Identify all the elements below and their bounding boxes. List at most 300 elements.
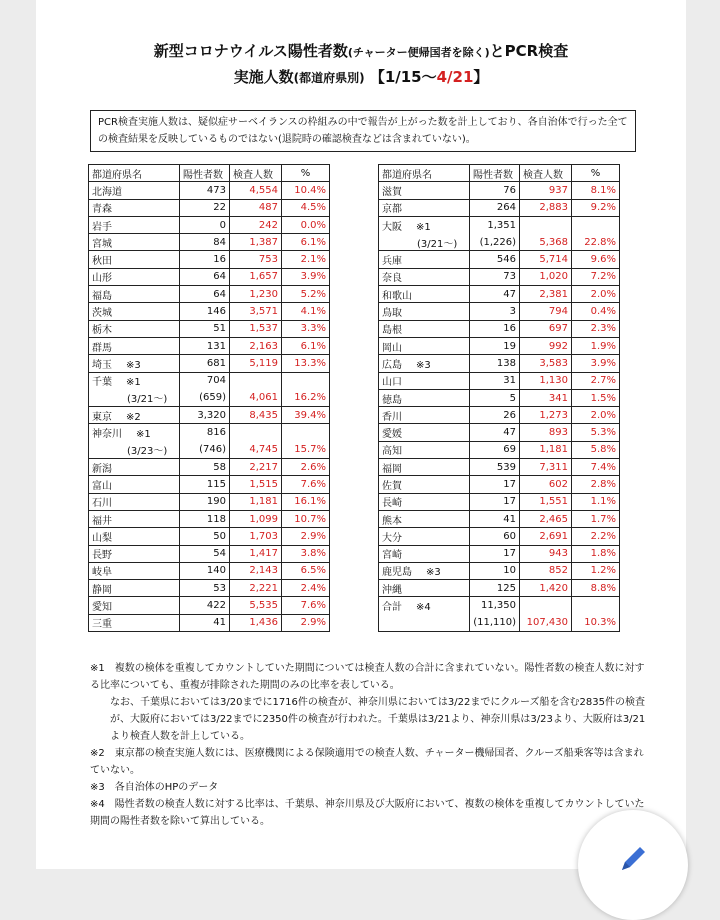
table-header-row	[379, 165, 620, 182]
prefecture-name	[89, 562, 180, 579]
positive-rate: 5.3%	[572, 424, 620, 441]
table-row	[379, 389, 620, 406]
positive-rate: 6.5%	[282, 562, 330, 579]
positive-count: 816	[180, 424, 230, 441]
table-row	[89, 493, 330, 510]
table-row	[379, 562, 620, 579]
positive-count: 58	[180, 459, 230, 476]
prefecture-name	[379, 545, 470, 562]
test-count: 2,221	[230, 580, 282, 597]
test-count: 5,119	[230, 355, 282, 372]
prefecture-label: 群馬	[92, 342, 112, 354]
positive-count: 473	[180, 182, 230, 199]
test-count: 2,883	[520, 199, 572, 216]
pencil-icon	[616, 842, 650, 876]
prefecture-name	[89, 510, 180, 527]
table-row	[379, 424, 620, 441]
table-row	[379, 216, 620, 233]
positive-rate: 0.4%	[572, 303, 620, 320]
positive-count-deduped: (659)	[180, 389, 230, 406]
prefecture-name	[379, 528, 470, 545]
positive-count: 26	[470, 407, 520, 424]
prefecture-name	[89, 580, 180, 597]
prefecture-name	[89, 268, 180, 285]
positive-count: 17	[470, 545, 520, 562]
positive-count: 681	[180, 355, 230, 372]
test-count: 1,657	[230, 268, 282, 285]
test-count: 5,714	[520, 251, 572, 268]
prefecture-name	[379, 303, 470, 320]
table-row	[379, 528, 620, 545]
period-label	[379, 614, 470, 631]
prefecture-name	[89, 182, 180, 199]
header-tests: 検査人数	[230, 165, 282, 182]
table-row	[379, 303, 620, 320]
positive-count: 53	[180, 580, 230, 597]
table-row	[379, 407, 620, 424]
footnote-4: ※4 陽性者数の検査人数に対する比率は、千葉県、神奈川県及び大阪府において、複数の検体を重複してカウントしていた期間の陽性者数を除いて算出している。	[90, 799, 645, 827]
prefecture-name	[379, 441, 470, 458]
prefecture-name	[379, 199, 470, 216]
prefecture-label: 広島	[382, 359, 402, 371]
table-row	[379, 286, 620, 303]
prefecture-label: 和歌山	[382, 290, 412, 302]
table-row	[379, 355, 620, 372]
positive-count: 146	[180, 303, 230, 320]
positive-count: 264	[470, 199, 520, 216]
prefecture-label: 大阪	[382, 221, 402, 233]
prefecture-name	[89, 286, 180, 303]
positive-rate: 15.7%	[282, 441, 330, 458]
positive-rate: 9.2%	[572, 199, 620, 216]
test-count: 1,230	[230, 286, 282, 303]
positive-count: 422	[180, 597, 230, 614]
prefecture-label: 長崎	[382, 498, 402, 510]
table-sub-row	[379, 234, 620, 251]
prefecture-label: 鹿児島	[382, 567, 412, 579]
prefecture-label: 新潟	[92, 463, 112, 475]
note-mark: ※3	[416, 359, 431, 371]
positive-count: 125	[470, 580, 520, 597]
positive-rate: 3.9%	[282, 268, 330, 285]
footnotes	[90, 660, 650, 830]
positive-count: 115	[180, 476, 230, 493]
positive-rate: 7.6%	[282, 476, 330, 493]
table-row	[89, 234, 330, 251]
positive-rate: 2.8%	[572, 476, 620, 493]
positive-rate	[282, 372, 330, 389]
table-row	[379, 510, 620, 527]
test-count: 5,368	[520, 234, 572, 251]
positive-rate: 2.0%	[572, 286, 620, 303]
prefecture-name	[89, 407, 180, 424]
table-row	[379, 372, 620, 389]
edit-fab-button[interactable]	[578, 810, 688, 920]
prefecture-label: 奈良	[382, 273, 402, 285]
prefecture-name	[379, 407, 470, 424]
prefecture-name	[379, 459, 470, 476]
table-row	[89, 251, 330, 268]
prefecture-name	[89, 216, 180, 233]
header-name: 都道府県名	[89, 165, 180, 182]
title-line-1: 新型コロナウイルス陽性者数(チャーター便帰国者を除く)とPCR検査	[153, 42, 569, 60]
positive-rate: 16.2%	[282, 389, 330, 406]
test-count: 2,143	[230, 562, 282, 579]
prefecture-label: 香川	[382, 411, 402, 423]
test-count: 1,020	[520, 268, 572, 285]
test-count: 937	[520, 182, 572, 199]
prefecture-name	[89, 199, 180, 216]
positive-rate	[572, 216, 620, 233]
test-count: 697	[520, 320, 572, 337]
note-mark: ※1	[126, 377, 141, 389]
document-page	[36, 0, 686, 869]
table-row	[89, 320, 330, 337]
positive-count: 118	[180, 510, 230, 527]
note-mark: ※4	[416, 602, 431, 614]
positive-rate: 1.1%	[572, 493, 620, 510]
test-count: 1,273	[520, 407, 572, 424]
prefecture-name	[379, 251, 470, 268]
table-row	[89, 528, 330, 545]
footnote-3: ※3 各自治体のHPのデータ	[90, 782, 219, 793]
table-row	[89, 459, 330, 476]
positive-count: 41	[470, 510, 520, 527]
test-count: 7,311	[520, 459, 572, 476]
test-count: 1,515	[230, 476, 282, 493]
test-count: 1,436	[230, 614, 282, 631]
positive-count: 1,351	[470, 216, 520, 233]
prefecture-label: 千葉	[92, 377, 112, 389]
prefecture-label: 山口	[382, 377, 402, 389]
left-prefecture-table	[88, 164, 330, 632]
prefecture-name	[89, 234, 180, 251]
footnote-1: ※1 複数の検体を重複してカウントしていた期間については検査人数の合計に含まれていない。陽性者数の検査人数に対する比率についても、重複が排除された期間のみの比率を表している。	[90, 663, 645, 691]
positive-rate: 1.2%	[572, 562, 620, 579]
prefecture-label: 愛媛	[382, 429, 402, 441]
test-count	[230, 424, 282, 441]
positive-count: 539	[470, 459, 520, 476]
prefecture-label: 岩手	[92, 221, 112, 233]
prefecture-label: 石川	[92, 498, 112, 510]
note-mark: ※1	[416, 221, 431, 233]
test-count: 602	[520, 476, 572, 493]
test-count: 3,571	[230, 303, 282, 320]
prefecture-label: 宮崎	[382, 550, 402, 562]
test-count: 852	[520, 562, 572, 579]
table-header-row	[89, 165, 330, 182]
table-row	[89, 199, 330, 216]
title-date: 4/21	[436, 68, 474, 86]
positive-count: 16	[180, 251, 230, 268]
positive-rate: 2.2%	[572, 528, 620, 545]
test-count: 2,163	[230, 337, 282, 354]
table-row	[379, 251, 620, 268]
prefecture-name	[89, 303, 180, 320]
note-mark: ※3	[126, 359, 141, 371]
prefecture-label: 埼玉	[92, 359, 112, 371]
positive-rate: 1.8%	[572, 545, 620, 562]
prefecture-label: 静岡	[92, 584, 112, 596]
prefecture-label: 高知	[382, 446, 402, 458]
table-row	[89, 562, 330, 579]
positive-count: 64	[180, 286, 230, 303]
test-count: 487	[230, 199, 282, 216]
prefecture-label: 山形	[92, 273, 112, 285]
positive-rate: 4.5%	[282, 199, 330, 216]
positive-rate: 7.2%	[572, 268, 620, 285]
table-row	[89, 303, 330, 320]
positive-count: 51	[180, 320, 230, 337]
table-row	[379, 476, 620, 493]
positive-rate: 1.9%	[572, 337, 620, 354]
table-row	[379, 459, 620, 476]
positive-rate: 10.7%	[282, 510, 330, 527]
table-row	[89, 614, 330, 631]
positive-rate: 16.1%	[282, 493, 330, 510]
positive-rate: 8.1%	[572, 182, 620, 199]
positive-count-deduped: (1,226)	[470, 234, 520, 251]
positive-count: 60	[470, 528, 520, 545]
positive-rate	[572, 597, 620, 614]
prefecture-name	[379, 268, 470, 285]
note-mark: ※2	[126, 411, 141, 423]
test-count: 1,551	[520, 493, 572, 510]
right-prefecture-table	[378, 164, 620, 632]
test-count: 2,691	[520, 528, 572, 545]
prefecture-name	[379, 424, 470, 441]
prefecture-label: 熊本	[382, 515, 402, 527]
prefecture-label: 長野	[92, 550, 112, 562]
positive-rate: 13.3%	[282, 355, 330, 372]
table-row	[89, 424, 330, 441]
positive-count: 5	[470, 389, 520, 406]
period-label: (3/23〜)	[89, 441, 180, 458]
prefecture-name	[379, 286, 470, 303]
positive-count: 17	[470, 493, 520, 510]
table-row	[89, 372, 330, 389]
prefecture-name	[379, 337, 470, 354]
table-sub-row	[89, 441, 330, 458]
prefecture-label: 岐阜	[92, 567, 112, 579]
prefecture-name	[379, 182, 470, 199]
positive-count: 140	[180, 562, 230, 579]
positive-count: 190	[180, 493, 230, 510]
table-row	[379, 493, 620, 510]
table-row	[89, 268, 330, 285]
prefecture-label: 青森	[92, 204, 112, 216]
test-count: 107,430	[520, 614, 572, 631]
prefecture-name	[379, 510, 470, 527]
test-count	[520, 597, 572, 614]
prefecture-name	[89, 545, 180, 562]
prefecture-name	[89, 528, 180, 545]
test-count: 1,417	[230, 545, 282, 562]
table-row	[379, 597, 620, 614]
prefecture-name	[89, 614, 180, 631]
positive-count: 19	[470, 337, 520, 354]
prefecture-label: 沖縄	[382, 584, 402, 596]
positive-count-deduped: (11,110)	[470, 614, 520, 631]
header-pct: %	[282, 165, 330, 182]
prefecture-name	[379, 372, 470, 389]
positive-count: 3	[470, 303, 520, 320]
test-count: 992	[520, 337, 572, 354]
test-count: 4,554	[230, 182, 282, 199]
footnote-2: ※2 東京都の検査実施人数には、医療機関による保険適用での検査人数、チャーター機帰国者、クルーズ船乗客等は含まれていない。	[90, 748, 644, 776]
positive-count: 64	[180, 268, 230, 285]
test-count: 2,465	[520, 510, 572, 527]
positive-count: 11,350	[470, 597, 520, 614]
prefecture-name	[89, 372, 180, 389]
test-count: 242	[230, 216, 282, 233]
positive-rate: 6.1%	[282, 234, 330, 251]
prefecture-label: 山梨	[92, 532, 112, 544]
positive-rate: 9.6%	[572, 251, 620, 268]
test-count: 1,537	[230, 320, 282, 337]
positive-count: 69	[470, 441, 520, 458]
positive-rate: 3.3%	[282, 320, 330, 337]
prefecture-name	[89, 459, 180, 476]
positive-count: 131	[180, 337, 230, 354]
prefecture-label: 岡山	[382, 342, 402, 354]
positive-count: 17	[470, 476, 520, 493]
header-positive: 陽性者数	[180, 165, 230, 182]
positive-rate: 7.6%	[282, 597, 330, 614]
prefecture-label: 三重	[92, 619, 112, 631]
positive-count: 50	[180, 528, 230, 545]
positive-rate: 4.1%	[282, 303, 330, 320]
prefecture-name	[379, 580, 470, 597]
prefecture-label: 合計	[382, 602, 402, 614]
table-sub-row	[89, 389, 330, 406]
prefecture-label: 愛知	[92, 602, 112, 614]
prefecture-label: 福岡	[382, 463, 402, 475]
header-positive: 陽性者数	[470, 165, 520, 182]
positive-rate: 2.3%	[572, 320, 620, 337]
prefecture-name	[89, 493, 180, 510]
prefecture-name	[379, 216, 470, 233]
prefecture-label: 兵庫	[382, 256, 402, 268]
positive-count: 546	[470, 251, 520, 268]
test-count: 3,583	[520, 355, 572, 372]
prefecture-name	[379, 476, 470, 493]
prefecture-label: 佐賀	[382, 480, 402, 492]
test-count: 2,381	[520, 286, 572, 303]
prefecture-name	[89, 476, 180, 493]
test-count: 5,535	[230, 597, 282, 614]
positive-rate: 5.2%	[282, 286, 330, 303]
positive-count: 47	[470, 424, 520, 441]
table-row	[89, 216, 330, 233]
positive-count: 76	[470, 182, 520, 199]
positive-rate: 2.0%	[572, 407, 620, 424]
prefecture-label: 徳島	[382, 394, 402, 406]
prefecture-label: 鳥取	[382, 308, 402, 320]
prefecture-label: 大分	[382, 532, 402, 544]
table-row	[379, 545, 620, 562]
positive-rate: 1.5%	[572, 389, 620, 406]
test-count: 1,099	[230, 510, 282, 527]
table-row	[89, 407, 330, 424]
positive-rate: 1.7%	[572, 510, 620, 527]
table-row	[89, 182, 330, 199]
positive-count-deduped: (746)	[180, 441, 230, 458]
table-row	[89, 580, 330, 597]
test-count: 893	[520, 424, 572, 441]
positive-count: 31	[470, 372, 520, 389]
header-tests: 検査人数	[520, 165, 572, 182]
positive-rate: 6.1%	[282, 337, 330, 354]
positive-rate: 2.4%	[282, 580, 330, 597]
table-row	[89, 510, 330, 527]
table-row	[89, 355, 330, 372]
table-row	[89, 597, 330, 614]
prefecture-name	[379, 597, 470, 614]
note-mark: ※3	[426, 567, 441, 579]
header-pct: %	[572, 165, 620, 182]
test-count	[520, 216, 572, 233]
prefecture-name	[89, 337, 180, 354]
prefecture-label: 福井	[92, 515, 112, 527]
positive-count: 41	[180, 614, 230, 631]
table-row	[379, 580, 620, 597]
table-row	[379, 182, 620, 199]
table-row	[89, 545, 330, 562]
table-row	[89, 337, 330, 354]
positive-count: 84	[180, 234, 230, 251]
test-count: 2,217	[230, 459, 282, 476]
table-row	[379, 441, 620, 458]
prefecture-label: 秋田	[92, 256, 112, 268]
positive-rate: 10.3%	[572, 614, 620, 631]
prefecture-label: 栃木	[92, 325, 112, 337]
prefecture-label: 茨城	[92, 308, 112, 320]
period-label: (3/21〜)	[89, 389, 180, 406]
test-count: 794	[520, 303, 572, 320]
positive-rate: 39.4%	[282, 407, 330, 424]
positive-count: 47	[470, 286, 520, 303]
positive-rate: 3.8%	[282, 545, 330, 562]
table-row	[379, 268, 620, 285]
test-count: 8,435	[230, 407, 282, 424]
table-row	[89, 476, 330, 493]
positive-count: 3,320	[180, 407, 230, 424]
positive-rate: 2.9%	[282, 614, 330, 631]
footnote-1-detail: なお、千葉県においては3/20までに1716件の検査が、神奈川県においては3/22までにクルーズ船を含む2835件の検査が、大阪府においては3/22までに2350件の検査が行われた。千葉県は3/21より、神奈川県は3/23より、大阪府は3/21より検査人数を計上している。	[110, 697, 646, 742]
positive-rate: 2.6%	[282, 459, 330, 476]
positive-count: 22	[180, 199, 230, 216]
positive-rate: 22.8%	[572, 234, 620, 251]
test-count: 1,387	[230, 234, 282, 251]
positive-rate: 8.8%	[572, 580, 620, 597]
table-sub-row	[379, 614, 620, 631]
prefecture-name	[379, 493, 470, 510]
positive-count: 54	[180, 545, 230, 562]
test-count: 1,703	[230, 528, 282, 545]
positive-rate: 5.8%	[572, 441, 620, 458]
positive-count: 0	[180, 216, 230, 233]
test-count: 1,420	[520, 580, 572, 597]
prefecture-name	[89, 320, 180, 337]
prefecture-label: 富山	[92, 480, 112, 492]
test-count: 341	[520, 389, 572, 406]
prefecture-name	[379, 389, 470, 406]
test-count: 753	[230, 251, 282, 268]
test-count: 1,130	[520, 372, 572, 389]
prefecture-label: 福島	[92, 290, 112, 302]
table-row	[379, 199, 620, 216]
